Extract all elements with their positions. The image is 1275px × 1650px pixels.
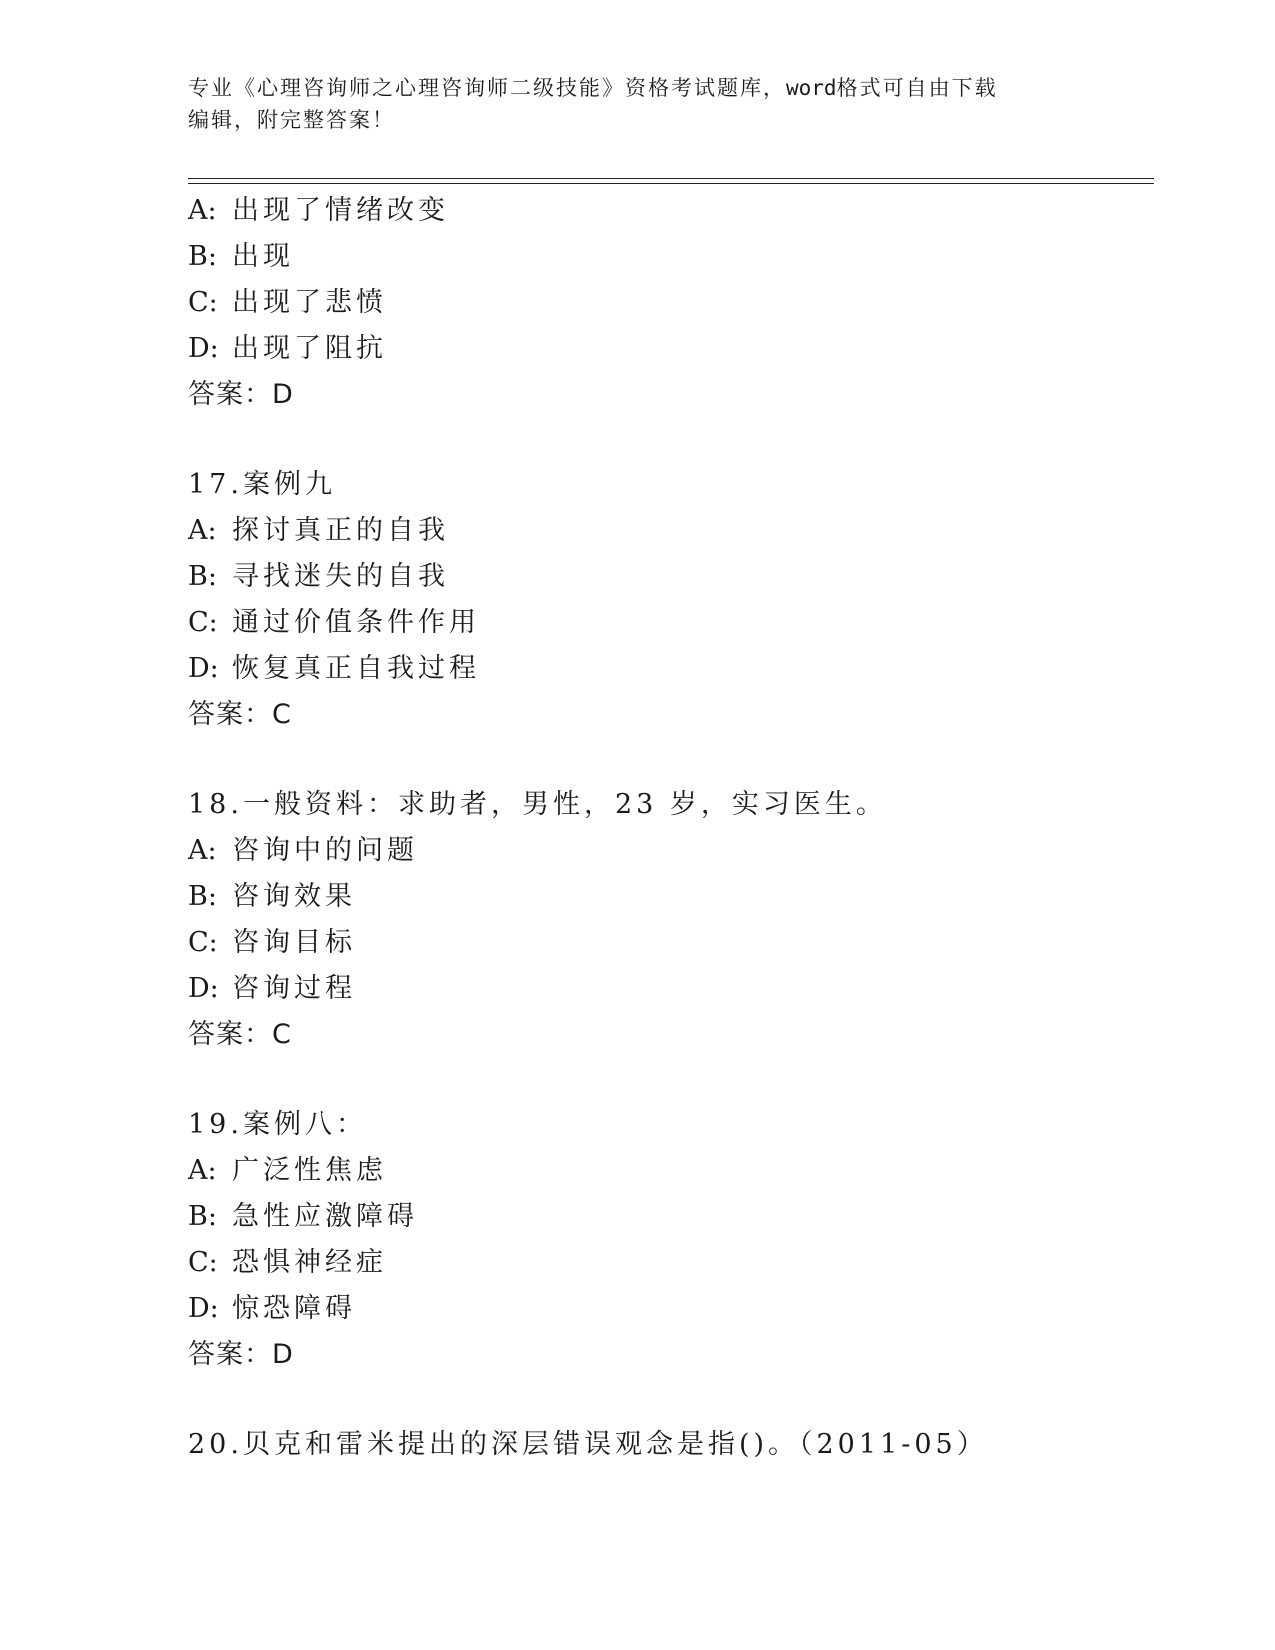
option-c: C: 咨询目标	[188, 927, 356, 958]
question-stem: 20.贝克和雷米提出的深层错误观念是指()。（2011-05）	[188, 1429, 988, 1460]
question-19	[188, 1102, 1148, 1378]
question-stem: 18.一般资料：求助者，男性，23 岁，实习医生。	[188, 789, 887, 820]
question-stem: 17.案例九	[188, 469, 336, 500]
header-line-2: 编辑，附完整答案！	[188, 108, 395, 132]
header-text: 专业《心理咨询师之心理咨询师二级技能》资格考试题库，	[188, 76, 786, 100]
option-a: A: 探讨真正的自我	[188, 515, 449, 546]
header-divider-top	[188, 178, 1154, 179]
question-stem: 19.案例八：	[188, 1109, 367, 1140]
option-c: C: 出现了悲愤	[188, 287, 387, 318]
question-20	[188, 1422, 1148, 1468]
option-c: C: 通过价值条件作用	[188, 607, 480, 638]
option-b: B: 急性应激障碍	[188, 1201, 418, 1232]
option-b: B: 寻找迷失的自我	[188, 561, 449, 592]
header-tail: 格式可自由下载	[836, 76, 998, 100]
header-line-1	[188, 72, 1068, 104]
spacer	[188, 1378, 1148, 1422]
option-c: C: 恐惧神经症	[188, 1247, 387, 1278]
option-b: B: 出现	[188, 241, 294, 272]
option-a: A: 广泛性焦虑	[188, 1155, 387, 1186]
answer: 答案：C	[188, 1019, 292, 1050]
question-18	[188, 782, 1148, 1058]
answer: 答案：C	[188, 699, 292, 730]
option-b: B: 咨询效果	[188, 881, 356, 912]
option-d: D: 恢复真正自我过程	[188, 653, 480, 684]
question-17	[188, 462, 1148, 738]
option-d: D: 出现了阻抗	[188, 333, 387, 364]
spacer	[188, 418, 1148, 462]
spacer	[188, 1058, 1148, 1102]
question-16	[188, 188, 1148, 418]
option-d: D: 咨询过程	[188, 973, 356, 1004]
option-a: A: 咨询中的问题	[188, 835, 418, 866]
header-divider-bottom	[188, 183, 1154, 184]
option-a: A: 出现了情绪改变	[188, 195, 449, 226]
answer: 答案：D	[188, 379, 294, 410]
question-list	[188, 188, 1148, 1468]
option-d: D: 惊恐障碍	[188, 1293, 356, 1324]
spacer	[188, 738, 1148, 782]
header-word: word	[786, 76, 837, 100]
answer: 答案：D	[188, 1339, 294, 1370]
document-header	[188, 72, 1068, 136]
